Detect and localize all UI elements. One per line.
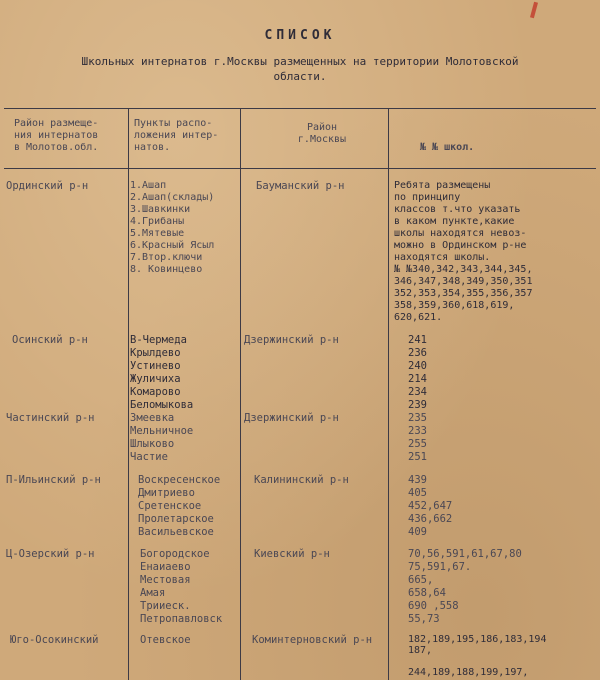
row-points: Богородское Енаиаево Местовая Амая Трииеск. Петропавловск: [140, 548, 223, 625]
header-points: Пункты распо- ложения интер- натов.: [134, 118, 219, 153]
header-moscow-district: Район г.Москвы: [297, 122, 347, 145]
row-moscow-district: Коминтерновский р-н: [252, 634, 373, 646]
red-pencil-mark: [530, 2, 538, 18]
row-district: Юго-Осокинский: [10, 634, 99, 646]
row-district: Частинский р-н: [6, 412, 95, 424]
row-points: 1.Ашап 2.Ашап(склады) 3.Шавкинки 4.Грибаны 5.Мятевые 6.Красный Ясыл 7.Втор.ключи 8. Ковинцево: [130, 180, 215, 275]
row-schools: Ребята размещены по принципу классов т.что указать в каком пункте,какие школы находятся невоз- можно в Ординском р-не находятся школы. № №340,342,343,344,345, 346,347,348,349,350,351 352,353,354,355,356,357 358,359,360,618,619, 620,621.: [394, 180, 533, 323]
document-title: СПИСОК: [264, 28, 336, 43]
document-subtitle: Школьных интернатов г.Москвы размещенных на территории Молотовской области.: [81, 55, 519, 83]
column-divider-1: [128, 108, 129, 680]
row-schools: 70,56,591,61,67,80 75,591,67. 665, 658,64 690 ,558 55,73: [408, 548, 522, 625]
table-top-rule: [4, 108, 596, 109]
row-schools: 235 233 255 251: [408, 412, 427, 463]
row-points: Змеевка Мельничное Шлыково Частие: [130, 412, 194, 463]
row-district: Ц-Озерский р-н: [6, 548, 95, 560]
row-district: Осинский р-н: [12, 334, 88, 346]
column-divider-2: [240, 108, 241, 680]
column-divider-3: [388, 108, 389, 680]
row-moscow-district: Бауманский р-н: [256, 180, 345, 192]
row-schools: 241 236 240 214 234 239: [408, 334, 427, 411]
header-schools: № № школ.: [420, 142, 475, 153]
row-points: Отевское: [140, 634, 191, 646]
row-moscow-district: Дзержинский р-н: [244, 412, 339, 424]
header-bottom-rule: [4, 168, 596, 169]
row-points: В-Чермеда Крылдево Устинево Жуличиха Комарово Беломыкова: [130, 334, 194, 411]
header-district: Район размеще- ния интернатов в Молотов.обл.: [14, 118, 99, 153]
row-district: П-Ильинский р-н: [6, 474, 101, 486]
row-points: Воскресенское Дмитриево Сретенское Пролетарское Васильевское: [138, 474, 221, 538]
row-district: Ординский р-н: [6, 180, 89, 192]
row-moscow-district: Дзержинский р-н: [244, 334, 339, 346]
row-schools: 182,189,195,186,183,194 187, 244,189,188,199,197,: [408, 634, 547, 678]
row-schools: 439 405 452,647 436,662 409: [408, 474, 453, 538]
row-moscow-district: Киевский р-н: [254, 548, 330, 560]
row-moscow-district: Калининский р-н: [254, 474, 349, 486]
